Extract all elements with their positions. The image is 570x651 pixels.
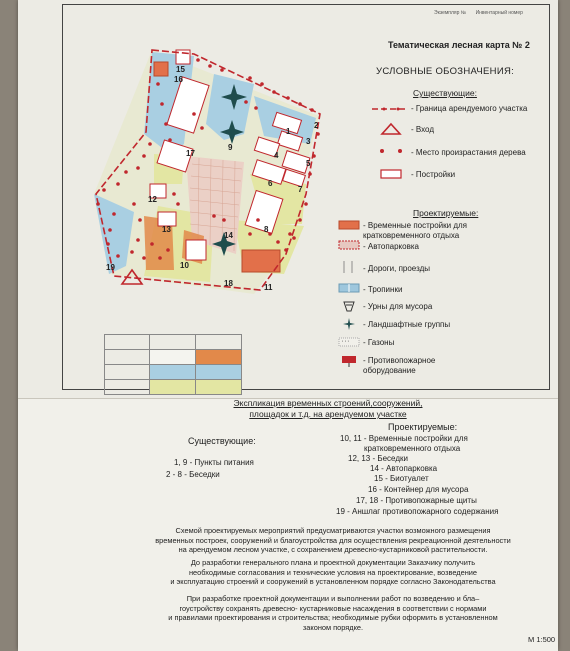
landscape-group-icon (342, 317, 356, 331)
label-18: 18 (224, 279, 233, 288)
legend-heading: УСЛОВНЫЕ ОБОЗНАЧЕНИЯ: (376, 66, 515, 77)
expl-planned-1: 10, 11 - Временные постройки для (340, 434, 468, 443)
legend-planned-title: Проектируемые: (413, 208, 479, 218)
tree-point (138, 218, 142, 222)
tree-point (208, 64, 212, 68)
label-2: 2 (314, 121, 319, 130)
tree-point (142, 154, 146, 158)
tree-point (108, 228, 112, 232)
tree-point (136, 166, 140, 170)
tree-point (156, 82, 160, 86)
para3-line2: гоустройству сохранять древесно- кустарниковые насаждения в соответствии с нормами (179, 603, 487, 613)
legend-fire-1: - Противопожарное (363, 356, 436, 365)
expl-planned-8: 19 - Аншлаг противопожарного содержания (336, 507, 499, 516)
label-8: 8 (264, 225, 269, 234)
tree-point (254, 106, 258, 110)
para3-line1: При разработке проектной документации и выполнении работ по возведению и бла– (186, 594, 480, 603)
tree-point (116, 254, 120, 258)
tree-point (124, 170, 128, 174)
tree-point (160, 102, 164, 106)
building-symbol (380, 168, 402, 180)
label-13: 13 (162, 225, 171, 234)
label-10: 10 (180, 261, 189, 270)
label-16: 16 (174, 75, 183, 84)
tree-point (298, 218, 302, 222)
tree-point (200, 126, 204, 130)
tree-point (148, 142, 152, 146)
explication-title-line1: Экспликация временных строений,сооружений, (233, 398, 423, 408)
tree-point (256, 218, 260, 222)
temp-building-11 (242, 250, 280, 272)
map-sheet (18, 0, 558, 650)
legend-parking: - Автопарковка (363, 242, 419, 251)
label-5: 5 (306, 159, 311, 168)
tree-point (158, 256, 162, 260)
label-3: 3 (306, 137, 311, 146)
expl-existing-2: 2 - 8 - Беседки (166, 470, 220, 479)
explication-title-line2: площадок и т.д. на арендуемом участке (249, 409, 407, 419)
expl-existing-1: 1, 9 - Пункты питания (174, 458, 254, 467)
legend-existing-title: Существующие: (413, 88, 477, 98)
tree-point (268, 232, 272, 236)
explication-title (178, 398, 478, 420)
label-4: 4 (274, 151, 279, 160)
label-9: 9 (228, 143, 233, 152)
tree-point (172, 192, 176, 196)
expl-planned-7: 17, 18 - Противопожарные щиты (356, 496, 477, 505)
tree-point (222, 218, 226, 222)
label-14: 14 (224, 231, 233, 240)
para2-line3: и эксплуатацию строений и сооружений в установленном порядке согласно Законодательства (170, 577, 496, 587)
fire-equipment-icon (340, 354, 358, 368)
tree-symbol (378, 146, 404, 156)
legend-entrance: - Вход (411, 125, 434, 134)
tree-point (196, 58, 200, 62)
para3-line4: законом порядке. (302, 622, 364, 632)
label-1: 1 (286, 127, 291, 136)
tree-point (168, 138, 172, 142)
legend-tree: - Место произрастания дерева (411, 148, 526, 157)
expl-existing-title: Существующие: (188, 436, 256, 446)
label-6: 6 (268, 179, 273, 188)
tree-point (150, 242, 154, 246)
label-17: 17 (186, 149, 195, 158)
paragraph-1 (113, 526, 553, 555)
scale-label: М 1:500 (528, 635, 556, 644)
tree-point (276, 240, 280, 244)
tree-point (164, 122, 168, 126)
tree-point (212, 214, 216, 218)
expl-planned-6: 16 - Контейнер для мусора (368, 485, 469, 494)
svg-text:' ' ': ' ' ' (342, 341, 349, 347)
legend-temp-1: - Временные постройки для (363, 221, 467, 230)
legend-road: - Дороги, проезды (363, 264, 430, 273)
age-group-table (104, 334, 242, 395)
bin-icon (342, 300, 356, 312)
tree-point (166, 248, 170, 252)
tree-point (292, 236, 296, 240)
stamp (434, 10, 531, 16)
legend-path: - Тропинки (363, 285, 403, 294)
stamp-ekz: Экземпляр № (434, 10, 467, 16)
expl-planned-5: 15 - Биотуалет (374, 474, 429, 483)
legend-boundary: - Граница арендуемого участка (411, 104, 528, 113)
label-12: 12 (148, 195, 157, 204)
tree-point (176, 202, 180, 206)
tree-point (288, 232, 292, 236)
expl-planned-2: кратковременного отдыха (364, 444, 461, 453)
map-title: Тематическая лесная карта № 2 (388, 40, 530, 50)
label-11: 11 (264, 283, 273, 292)
legend-bin: - Урны для мусора (363, 302, 433, 311)
lawn-symbol (338, 337, 360, 347)
entrance-symbol (381, 123, 401, 135)
tree-point (130, 250, 134, 254)
para1-line3: на арендуемом лесном участке, с сохранением древесно-кустарниковой растительности. (178, 545, 488, 555)
label-7: 7 (298, 185, 303, 194)
path-symbol (338, 283, 360, 293)
para1-line2: временных построек, сооружений и благоустройства для осуществления рекреационной деятельности (155, 535, 511, 545)
expl-planned-4: 14 - Автопарковка (370, 464, 438, 473)
stamp-inv: Инвентарный номер (475, 10, 523, 16)
tree-point (132, 202, 136, 206)
paragraph-2 (113, 558, 553, 587)
expl-planned-3: 12, 13 - Беседки (348, 454, 408, 463)
label-15: 15 (176, 65, 185, 74)
legend-temp-2: кратковременного отдыха (363, 231, 460, 240)
legend-building: - Постройки (411, 170, 456, 179)
para2-line1: До разработки генерального плана и проектной документации Заказчику получить (190, 558, 476, 567)
tree-point (136, 238, 140, 242)
tree-point (304, 202, 308, 206)
para1-line1: Схемой проектируемых мероприятий предусматриваются участки возможного размещения (175, 526, 491, 535)
boundary-symbol (370, 104, 410, 114)
para3-line3: и правилами проектирования и строительства; необходимые рубки оформить в установленном (168, 613, 498, 623)
legend-landscape: - Ландшафтные группы (363, 320, 451, 329)
tree-point (142, 256, 146, 260)
para2-line2: необходимые согласования и технические условия на проектирование, возведение (188, 567, 478, 577)
tree-point (244, 100, 248, 104)
legend-lawn: - Газоны (363, 338, 395, 347)
paragraph-3 (113, 594, 553, 632)
expl-planned-title: Проектируемые: (388, 422, 458, 432)
tree-point (192, 112, 196, 116)
temp-building-16 (154, 62, 168, 76)
legend-fire-2: оборудование (363, 366, 416, 375)
site-plan (74, 44, 344, 292)
tree-point (248, 232, 252, 236)
tree-point (102, 188, 106, 192)
tree-point (116, 182, 120, 186)
label-19: 19 (106, 263, 115, 272)
tree-point (112, 212, 116, 216)
